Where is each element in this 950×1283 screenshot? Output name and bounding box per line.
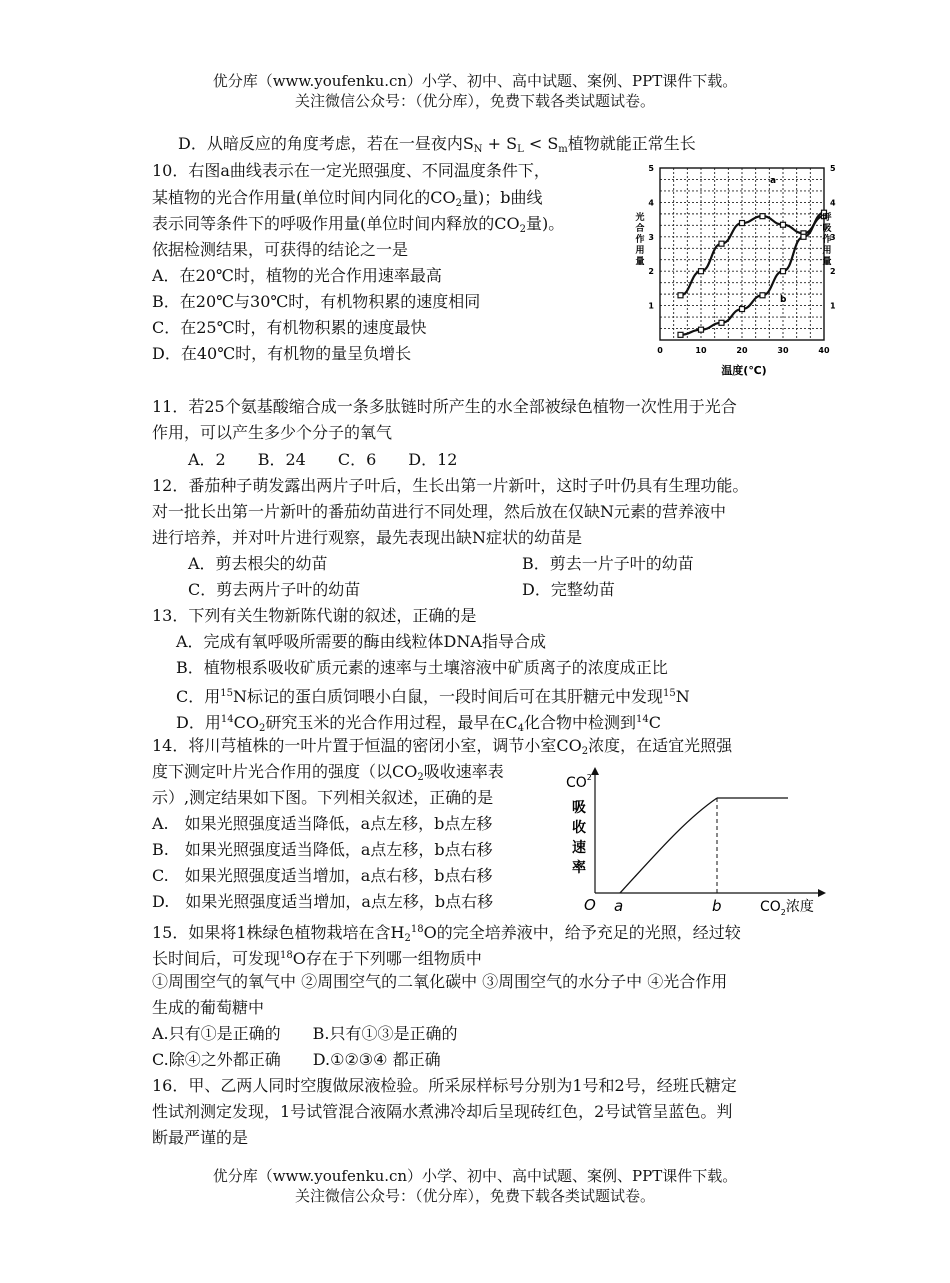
q14-option-d: D. 如果光照强度适当增加，a点左移，b点右移 xyxy=(152,892,494,911)
curve-a xyxy=(681,216,825,295)
q10-option-d: D．在40℃时，有机物的量呈负增长 xyxy=(152,344,412,363)
q12-option-b: B．剪去一片子叶的幼苗 xyxy=(522,554,694,573)
q14-stem-line-2: 度下测定叶片光合作用的强度（以$CO_2$吸收速率表 xyxy=(152,762,504,783)
y-axis-arrow xyxy=(591,767,599,775)
q13-option-c: C．用$^{15}$N标记的蛋白质饲喂小白鼠，一段时间后可在其肝糖元中发现$^{15}$N xyxy=(176,687,690,706)
data-point-b xyxy=(781,269,786,274)
data-point-b xyxy=(719,320,724,325)
q11-options: A．2 B．24 C．6 D．12 xyxy=(188,450,458,469)
x-tick-label: 40 xyxy=(818,346,830,355)
right-axis-label: 呼吸作用量 xyxy=(822,213,832,267)
x-tick-label: 20 xyxy=(736,346,748,355)
q15-stem-line-1: 15．如果将1株绿色植物栽培在含$H_2^{18}O$的完全培养液中，给予充足的光照，经过较 xyxy=(152,923,741,944)
x-tick-label: 0 xyxy=(657,346,663,355)
q16-stem-line-2: 性试剂测定发现，1号试管混合液隔水煮沸冷却后呈现砖红色，2号试管呈蓝色。判 xyxy=(152,1102,733,1121)
q12-stem-line-3: 进行培养，并对叶片进行观察，最先表现出缺N症状的幼苗是 xyxy=(152,528,583,547)
q11-stem-line-2: 作用，可以产生多少个分子的氧气 xyxy=(152,423,393,442)
y-axis-char-2: 收 xyxy=(572,820,586,836)
q10-stem-line-3: 表示同等条件下的呼吸作用量(单位时间内释放的$CO_2$量)。 xyxy=(152,214,565,235)
q12-option-d: D．完整幼苗 xyxy=(522,580,615,599)
data-point-b xyxy=(740,307,745,312)
q13-stem: 13．下列有关生物新陈代谢的叙述，正确的是 xyxy=(152,606,477,625)
y-tick-label: 2 xyxy=(830,267,836,277)
rate-curve-rising xyxy=(620,798,717,893)
y-axis-co: $CO^2$ xyxy=(566,773,592,791)
y-axis-char-3: 速 xyxy=(572,840,586,856)
data-point-a xyxy=(760,214,765,219)
q12-option-c: C．剪去两片子叶的幼苗 xyxy=(188,580,361,599)
data-point-a xyxy=(781,222,786,227)
chart-grid xyxy=(660,168,824,340)
x-axis-arrow xyxy=(818,889,826,897)
left-axis-label: 光合作用量 xyxy=(635,213,645,267)
y-ticks-left xyxy=(648,164,654,311)
co2-chart xyxy=(560,760,850,920)
y-tick-label: 1 xyxy=(830,301,836,311)
q16-stem-line-3: 断最严谨的是 xyxy=(152,1128,249,1147)
q14-option-b: B. 如果光照强度适当降低，a点左移，b点右移 xyxy=(152,840,493,859)
y-tick-label: 4 xyxy=(648,198,654,208)
q15-items-line-1: ①周围空气的氧气中 ②周围空气的二氧化碳中 ③周围空气的水分子中 ④光合作用 xyxy=(152,972,728,991)
curve-b-label: b xyxy=(780,295,787,305)
footer-line-1: 优分库（www.youfenku.cn）小学、初中、高中试题、案例、PPT课件下载。 xyxy=(212,1167,738,1185)
y-tick-label: 3 xyxy=(648,232,654,242)
curves xyxy=(678,210,827,337)
y-axis-char-4: 率 xyxy=(572,860,586,876)
q9-option-d: D．从暗反应的角度考虑，若在一昼夜内$S_N + S_L < S_m$植物就能正常生长 xyxy=(178,134,696,155)
q12-option-a: A．剪去根尖的幼苗 xyxy=(188,554,328,573)
q10-stem-line-2: 某植物的光合作用量(单位时间内同化的$CO_2$量)；b曲线 xyxy=(152,188,543,209)
footer-line-2: 关注微信公众号：（优分库），免费下载各类试题试卷。 xyxy=(294,1187,655,1205)
x-ticks xyxy=(657,346,830,355)
x-tick-label: 30 xyxy=(777,346,789,355)
header-line-2: 关注微信公众号：（优分库），免费下载各类试题试卷。 xyxy=(294,92,655,110)
q10-stem-line-4: 依据检测结果，可获得的结论之一是 xyxy=(152,240,409,259)
point-b-label: b xyxy=(712,897,722,915)
q14-option-a: A. 如果光照强度适当降低，a点左移，b点左移 xyxy=(152,814,493,833)
y-tick-label: 2 xyxy=(648,267,654,277)
y-tick-label: 4 xyxy=(830,198,836,208)
data-point-a xyxy=(699,269,704,274)
q15-options-ab: A.只有①是正确的 B.只有①③是正确的 xyxy=(152,1024,458,1043)
y-axis-char-1: 吸 xyxy=(572,800,586,816)
q15-stem-line-2: 长时间后，可发现$^{18}$O存在于下列哪一组物质中 xyxy=(152,949,482,968)
x-tick-label: 10 xyxy=(695,346,707,355)
origin-label: O xyxy=(584,896,596,914)
q14-stem-line-3: 示）,测定结果如下图。下列相关叙述，正确的是 xyxy=(152,788,494,807)
q14-stem-line-1: 14．将川芎植株的一叶片置于恒温的密闭小室，调节小室$CO_2$浓度，在适宜光照强 xyxy=(152,736,733,757)
q13-option-a: A．完成有氧呼吸所需要的酶由线粒体DNA指导合成 xyxy=(176,632,546,651)
temperature-chart xyxy=(626,158,840,390)
q13-option-d: D．用$^{14}CO_2$研究玉米的光合作用过程，最早在$C_4$化合物中检测到$^{14}$C xyxy=(176,713,661,734)
data-point-a xyxy=(740,221,745,226)
header-line-1: 优分库（www.youfenku.cn）小学、初中、高中试题、案例、PPT课件下载。 xyxy=(212,72,738,90)
q11-stem-line-1: 11．若25个氨基酸缩合成一条多肽链时所产生的水全部被绿色植物一次性用于光合 xyxy=(152,397,737,416)
curve-a-label: a xyxy=(770,176,777,186)
q10-option-b: B．在20℃与30℃时，有机物积累的速度相同 xyxy=(152,292,481,311)
data-point-a xyxy=(719,241,724,246)
q16-stem-line-1: 16．甲、乙两人同时空腹做尿液检验。所采尿样标号分别为1号和2号，经班氏糖定 xyxy=(152,1076,737,1095)
q10-option-a: A．在20℃时，植物的光合作用速率最高 xyxy=(152,266,442,285)
q12-stem-line-1: 12．番茄种子萌发露出两片子叶后，生长出第一片新叶，这时子叶仍具有生理功能。 xyxy=(152,476,749,495)
q15-options-cd: C.除④之外都正确 D.①②③④ 都正确 xyxy=(152,1050,441,1069)
data-point-b xyxy=(678,332,683,337)
q14-option-c: C. 如果光照强度适当增加，a点右移，b点右移 xyxy=(152,866,493,885)
data-point-b xyxy=(801,234,806,239)
y-tick-label: 5 xyxy=(830,164,836,173)
data-point-a xyxy=(678,293,683,298)
data-point-b xyxy=(699,327,704,332)
x-axis-label: 温度(℃) xyxy=(721,364,767,377)
y-tick-label: 3 xyxy=(830,232,836,242)
x-axis-label: $CO_2$浓度 xyxy=(760,899,814,917)
q10-stem-line-1: 10．右图a曲线表示在一定光照强度、不同温度条件下， xyxy=(152,161,550,180)
q13-option-b: B．植物根系吸收矿质元素的速率与土壤溶液中矿质离子的浓度成正比 xyxy=(176,658,668,677)
data-point-b xyxy=(760,293,765,298)
point-a-label: a xyxy=(614,897,624,915)
y-tick-label: 5 xyxy=(648,164,654,173)
y-tick-label: 1 xyxy=(648,301,654,311)
q10-option-c: C．在25℃时，有机物积累的速度最快 xyxy=(152,318,427,337)
q12-stem-line-2: 对一批长出第一片新叶的番茄幼苗进行不同处理，然后放在仅缺N元素的营养液中 xyxy=(152,502,727,521)
q15-items-line-2: 生成的葡萄糖中 xyxy=(152,998,265,1017)
